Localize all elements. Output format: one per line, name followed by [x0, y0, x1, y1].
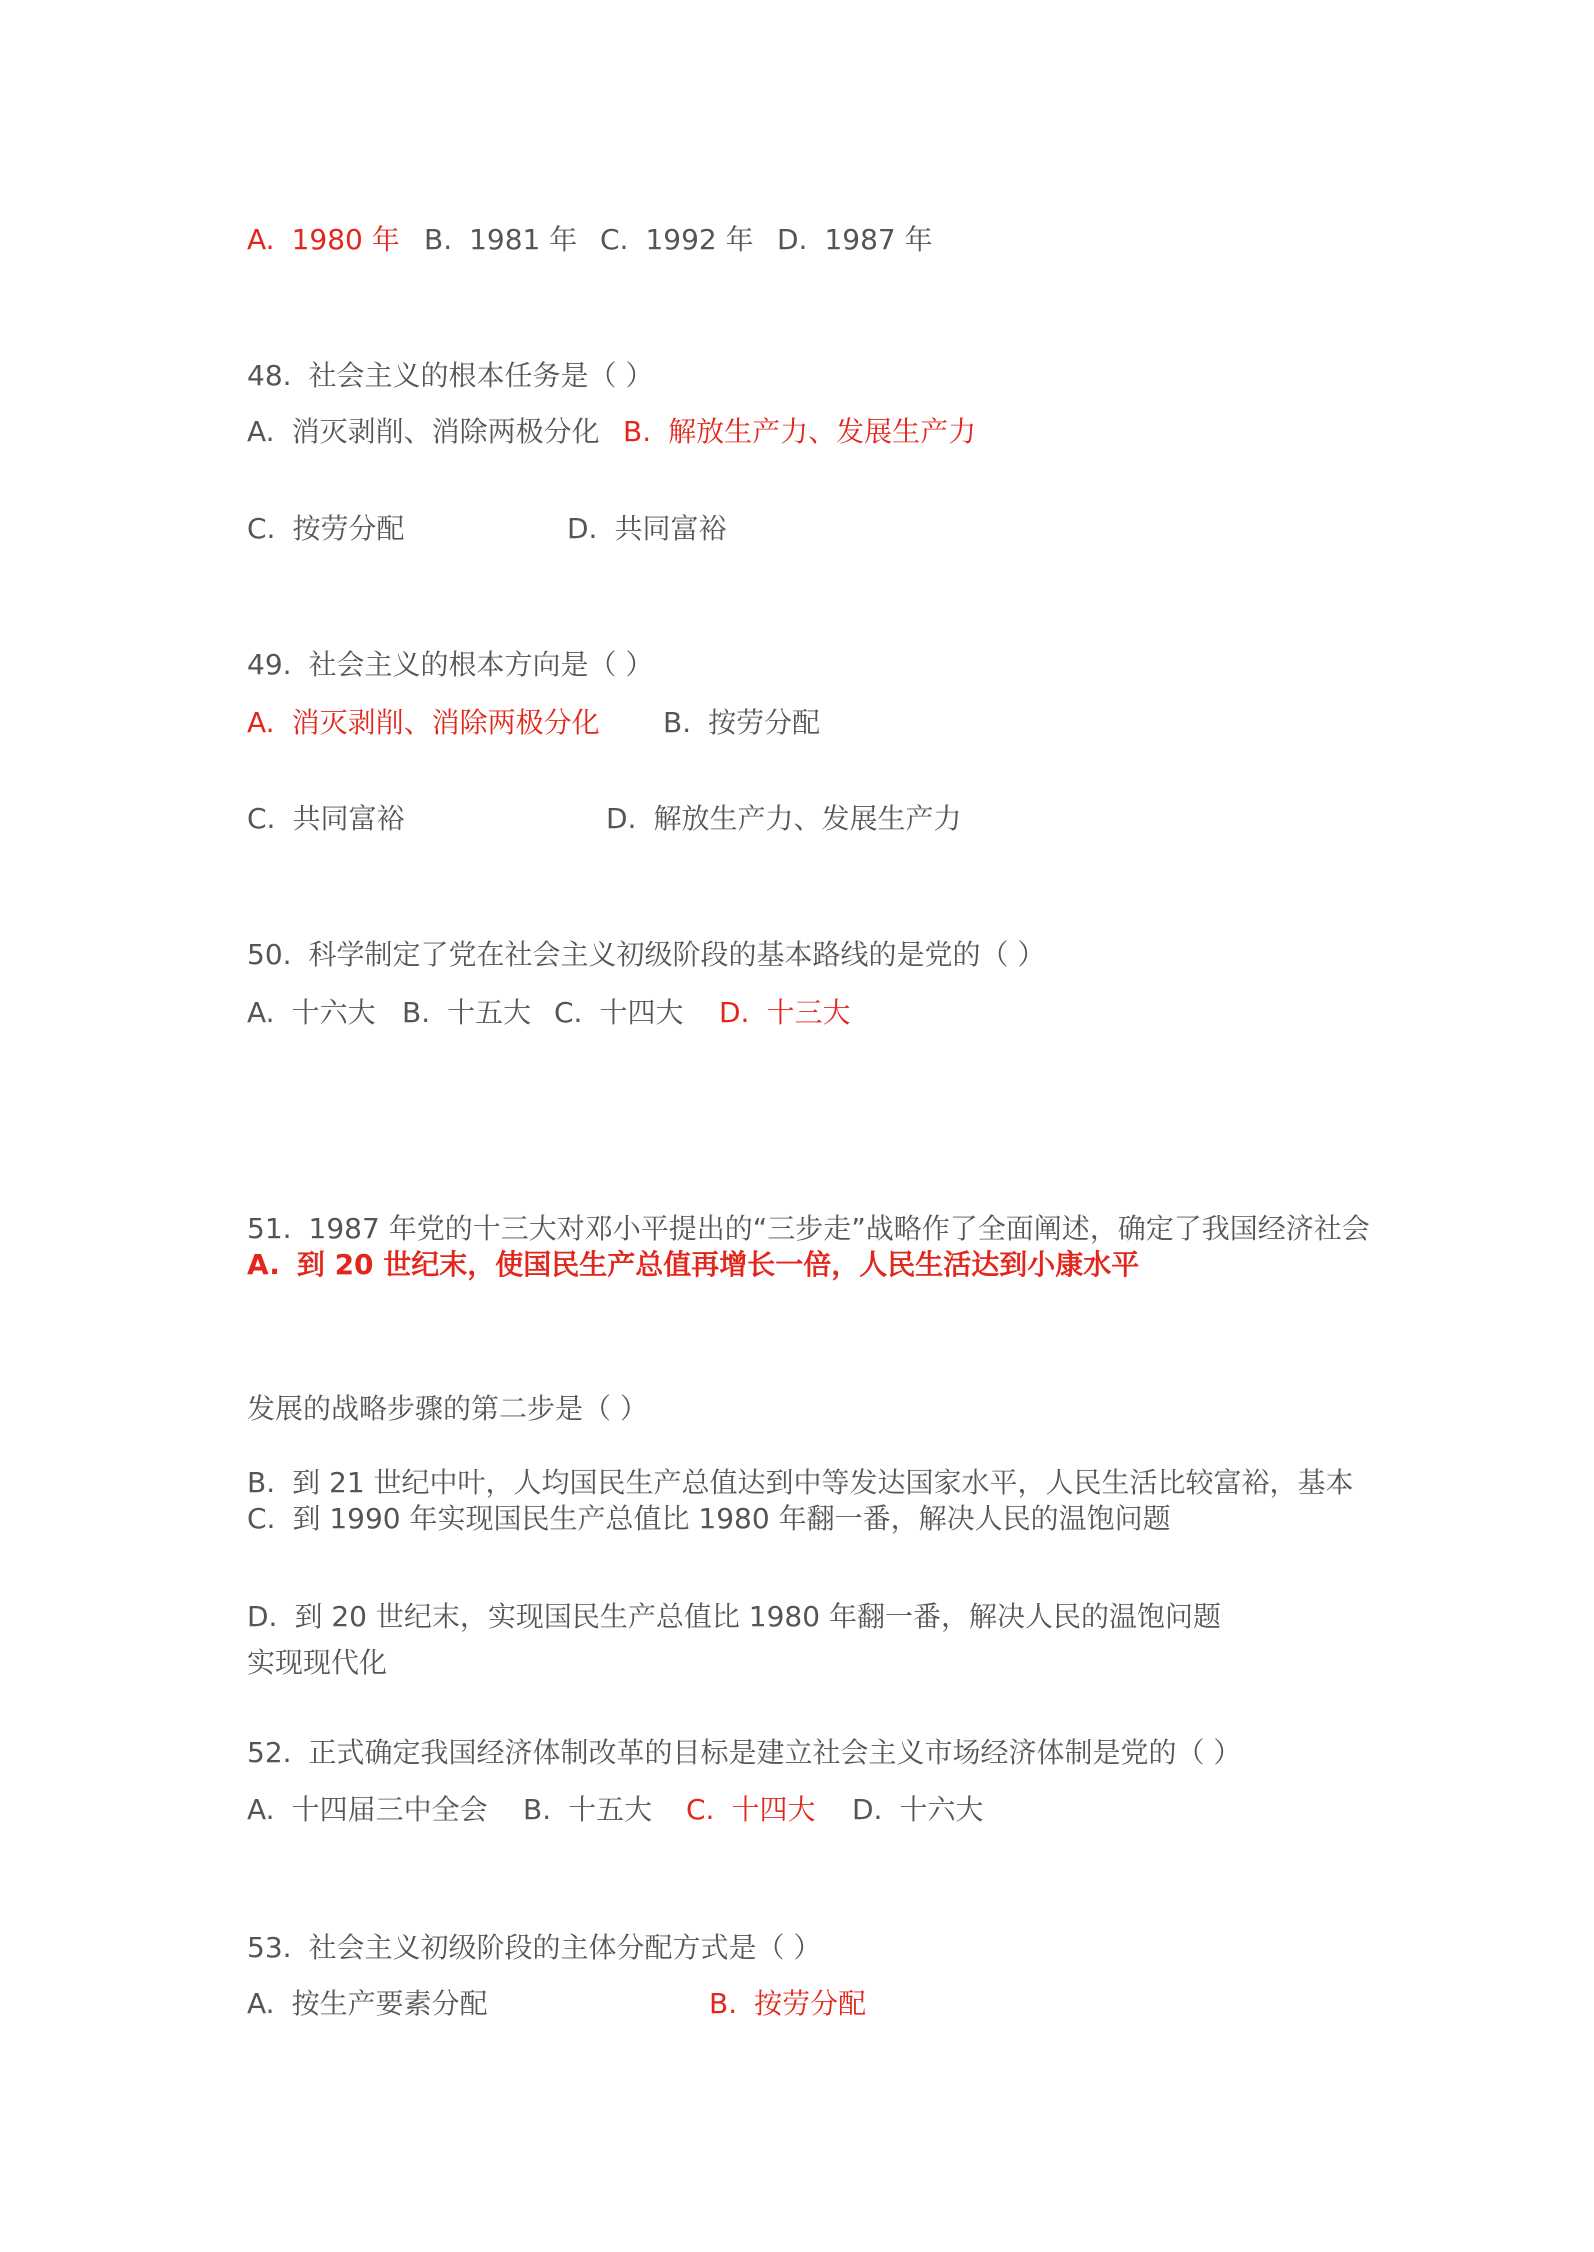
option-text: 1981 年	[469, 223, 578, 256]
question-text: 科学制定了党在社会主义初级阶段的基本路线的是党的（ ）	[308, 938, 1046, 971]
option-text: 到 20 世纪末，使国民生产总值再增长一倍，人民生活达到小康水平	[296, 1248, 1140, 1281]
option-text: 十四大	[731, 1793, 816, 1826]
question-text-continuation: 发展的战略步骤的第二步是（ ）	[247, 1392, 648, 1425]
option-d	[567, 509, 726, 549]
question-text: 社会主义初级阶段的主体分配方式是（ ）	[308, 1931, 822, 1964]
option-text: 1980 年	[291, 223, 400, 256]
option-text: 共同富裕	[292, 802, 405, 835]
option-text: 解放生产力、发展生产力	[653, 802, 962, 835]
option-label: C.	[686, 1793, 715, 1826]
option-label: A.	[247, 996, 275, 1029]
question-53-stem	[0, 1888, 1594, 1964]
question-48-options-ab	[0, 412, 1594, 452]
option-text: 共同富裕	[614, 512, 727, 545]
option-text: 按劳分配	[754, 1987, 867, 2020]
question-text: 正式确定我国经济体制改革的目标是建立社会主义市场经济体制是党的（ ）	[308, 1736, 1242, 1769]
option-label: A.	[247, 706, 275, 739]
option-label: D.	[247, 1600, 278, 1633]
option-text: 按劳分配	[292, 512, 405, 545]
option-text-continuation: 实现现代化	[247, 1646, 388, 1679]
option-a	[247, 220, 400, 260]
option-text: 十四大	[599, 996, 684, 1029]
option-label: A.	[247, 223, 275, 256]
option-text: 到 21 世纪中叶，人均国民生产总值达到中等发达国家水平，人民生活比较富裕，基本	[292, 1466, 1354, 1499]
option-text: 消灭剥削、消除两极分化	[291, 415, 600, 448]
option-label: A.	[247, 1248, 280, 1281]
option-label: C.	[247, 1502, 276, 1535]
option-text: 1992 年	[645, 223, 754, 256]
option-text: 十三大	[766, 996, 851, 1029]
option-label: A.	[247, 1793, 275, 1826]
question-number: 51.	[247, 1212, 292, 1245]
question-text: 社会主义的根本任务是（ ）	[308, 359, 654, 392]
option-b	[663, 703, 820, 743]
question-50-options	[0, 993, 1594, 1033]
prev-question-options	[0, 220, 1594, 260]
question-49-options-ab	[0, 703, 1594, 743]
option-text: 十五大	[447, 996, 532, 1029]
option-c	[247, 799, 404, 839]
option-text: 到 1990 年实现国民生产总值比 1980 年翻一番，解决人民的温饱问题	[292, 1502, 1171, 1535]
option-label: C.	[554, 996, 583, 1029]
option-a	[247, 703, 600, 743]
option-label: B.	[523, 1793, 552, 1826]
option-a	[247, 1245, 1139, 1285]
option-label: C.	[600, 223, 629, 256]
option-a	[247, 1790, 488, 1830]
question-48-stem	[0, 316, 1594, 392]
option-b	[623, 412, 976, 452]
option-label: D.	[852, 1793, 883, 1826]
option-text: 到 20 世纪末，实现国民生产总值比 1980 年翻一番，解决人民的温饱问题	[294, 1600, 1221, 1633]
option-label: B.	[663, 706, 692, 739]
question-number: 52.	[247, 1736, 292, 1769]
option-c	[247, 509, 404, 549]
question-49-options-cd	[0, 799, 1594, 839]
option-label: B.	[247, 1466, 276, 1499]
option-text: 1987 年	[824, 223, 933, 256]
option-label: B.	[424, 223, 453, 256]
option-text: 十四届三中全会	[291, 1793, 488, 1826]
option-b	[523, 1790, 652, 1830]
question-52-options	[0, 1790, 1594, 1830]
option-d	[852, 1790, 983, 1830]
option-label: B.	[709, 1987, 738, 2020]
question-number: 53.	[247, 1931, 292, 1964]
option-d	[719, 993, 850, 1033]
option-label: D.	[719, 996, 750, 1029]
question-number: 48.	[247, 359, 292, 392]
option-label: A.	[247, 415, 275, 448]
question-text: 1987 年党的十三大对邓小平提出的“三步走”战略作了全面阐述，确定了我国经济社会	[308, 1212, 1370, 1245]
question-51-option-a-line	[0, 1245, 1594, 1285]
question-52-stem	[0, 1693, 1594, 1769]
question-50-stem	[0, 895, 1594, 971]
question-number: 49.	[247, 648, 292, 681]
option-d	[777, 220, 933, 260]
option-text: 十六大	[899, 1793, 984, 1826]
option-c	[247, 1499, 1171, 1539]
option-b	[402, 993, 531, 1033]
option-text: 十六大	[291, 996, 376, 1029]
option-label: C.	[247, 802, 276, 835]
option-label: A.	[247, 1987, 275, 2020]
question-51-option-c-line	[0, 1499, 1594, 1539]
option-d	[247, 1597, 1221, 1637]
question-49-stem	[0, 605, 1594, 681]
option-c	[686, 1790, 815, 1830]
option-d	[606, 799, 961, 839]
option-a	[247, 993, 376, 1033]
option-label: D.	[606, 802, 637, 835]
option-text: 消灭剥削、消除两极分化	[291, 706, 600, 739]
option-b	[424, 220, 577, 260]
option-c	[554, 993, 683, 1033]
option-text: 按生产要素分配	[291, 1987, 488, 2020]
option-text: 按劳分配	[708, 706, 821, 739]
option-label: D.	[777, 223, 808, 256]
option-a	[247, 1984, 488, 2024]
question-53-options	[0, 1984, 1594, 2024]
option-label: D.	[567, 512, 598, 545]
question-text: 社会主义的根本方向是（ ）	[308, 648, 654, 681]
question-number: 50.	[247, 938, 292, 971]
option-text: 十五大	[568, 1793, 653, 1826]
option-a	[247, 412, 600, 452]
option-label: B.	[402, 996, 431, 1029]
option-text: 解放生产力、发展生产力	[668, 415, 977, 448]
option-c	[600, 220, 754, 260]
option-label: B.	[623, 415, 652, 448]
option-label: C.	[247, 512, 276, 545]
question-48-options-cd	[0, 509, 1594, 549]
question-51-option-d-line	[0, 1597, 1594, 1637]
option-b	[709, 1984, 866, 2024]
